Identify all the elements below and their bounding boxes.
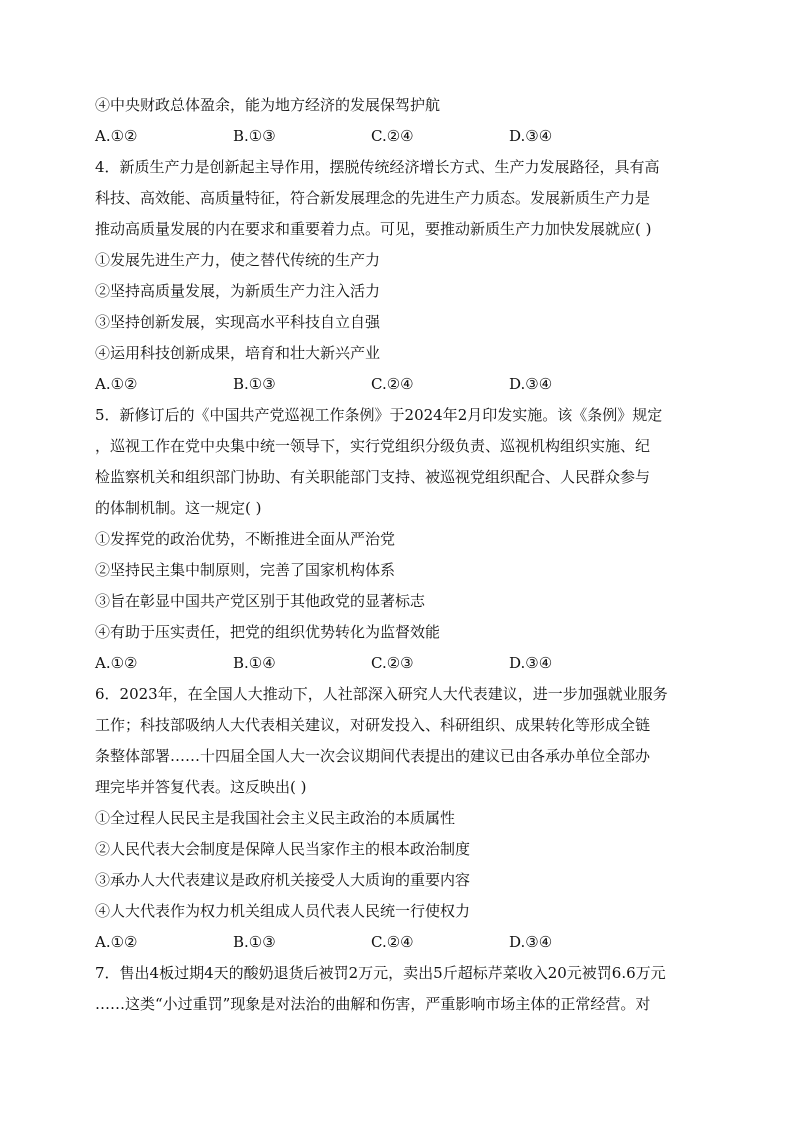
- option-b: B.①④: [233, 654, 276, 672]
- option-c: C.②④: [371, 933, 414, 951]
- option-a: A.①②: [95, 933, 138, 951]
- q5-stem-line-2: ，巡视工作在党中央集中统一领导下，实行党组织分级负责、巡视机构组织实施、纪: [95, 437, 651, 455]
- q4-choice-3: ③坚持创新发展，实现高水平科技自立自强: [95, 313, 381, 331]
- q6-choice-2: ②人民代表大会制度是保障人民当家作主的根本政治制度: [95, 840, 471, 858]
- q4-choice-4: ④运用科技创新成果，培育和壮大新兴产业: [95, 344, 381, 362]
- q5-choice-1: ①发挥党的政治优势，不断推进全面从严治党: [95, 530, 396, 548]
- q4-choice-2: ②坚持高质量发展，为新质生产力注入活力: [95, 282, 381, 300]
- q3-options: [95, 126, 715, 146]
- option-b: B.①③: [233, 127, 276, 145]
- q4-stem-line-1: 4．新质生产力是创新起主导作用，摆脱传统经济增长方式、生产力发展路径，具有高: [95, 158, 660, 176]
- q5-stem-line-3: 检监察机关和组织部门协助、有关职能部门支持、被巡视党组织配合、人民群众参与: [95, 468, 651, 486]
- q5-stem-line-4: 的体制机制。这一规定( ): [95, 499, 262, 517]
- q6-stem-line-3: 条整体部署……十四届全国人大一次会议期间代表提出的建议已由各承办单位全部办: [95, 747, 651, 765]
- option-b: B.①③: [233, 375, 276, 393]
- option-d: D.③④: [509, 933, 553, 951]
- q5-stem-line-1: 5．新修订后的《中国共产党巡视工作条例》于2024年2月印发实施。该《条例》规定: [95, 406, 663, 424]
- q5-choice-3: ③旨在彰显中国共产党区别于其他政党的显著标志: [95, 592, 426, 610]
- q4-stem-line-3: 推动高质量发展的内在要求和重要着力点。可见，要推动新质生产力加快发展就应( ): [95, 220, 652, 238]
- q3-choice-4: ④中央财政总体盈余，能为地方经济的发展保驾护航: [95, 96, 441, 114]
- option-b: B.①③: [233, 933, 276, 951]
- q4-options: [95, 374, 715, 394]
- q5-options: [95, 653, 715, 673]
- q7-stem-line-1: 7．售出4板过期4天的酸奶退货后被罚2万元，卖出5斤超标芹菜收入20元被罚6.6万元: [95, 964, 666, 982]
- q6-options: [95, 932, 715, 952]
- q5-choice-2: ②坚持民主集中制原则，完善了国家机构体系: [95, 561, 396, 579]
- option-a: A.①②: [95, 375, 138, 393]
- q6-stem-line-4: 理完毕并答复代表。这反映出( ): [95, 778, 307, 796]
- q6-stem-line-2: 工作；科技部吸纳人大代表相关建议，对研发投入、科研组织、成果转化等形成全链: [95, 716, 651, 734]
- q4-stem-line-2: 科技、高效能、高质量特征，符合新发展理念的先进生产力质态。发展新质生产力是: [95, 189, 651, 207]
- option-a: A.①②: [95, 127, 138, 145]
- option-a: A.①②: [95, 654, 138, 672]
- q7-stem-line-2: ……这类“小过重罚”现象是对法治的曲解和伤害，严重影响市场主体的正常经营。对: [95, 995, 651, 1013]
- q6-stem-line-1: 6．2023年，在全国人大推动下，人社部深入研究人大代表建议，进一步加强就业服务: [95, 685, 668, 703]
- q6-choice-4: ④人大代表作为权力机关组成人员代表人民统一行使权力: [95, 902, 471, 920]
- option-d: D.③④: [509, 654, 553, 672]
- option-c: C.②③: [371, 654, 414, 672]
- option-d: D.③④: [509, 127, 553, 145]
- q6-choice-1: ①全过程人民民主是我国社会主义民主政治的本质属性: [95, 809, 456, 827]
- q4-choice-1: ①发展先进生产力，使之替代传统的生产力: [95, 251, 381, 269]
- q6-choice-3: ③承办人大代表建议是政府机关接受人大质询的重要内容: [95, 871, 471, 889]
- option-c: C.②④: [371, 375, 414, 393]
- option-d: D.③④: [509, 375, 553, 393]
- q5-choice-4: ④有助于压实责任，把党的组织优势转化为监督效能: [95, 623, 441, 641]
- option-c: C.②④: [371, 127, 414, 145]
